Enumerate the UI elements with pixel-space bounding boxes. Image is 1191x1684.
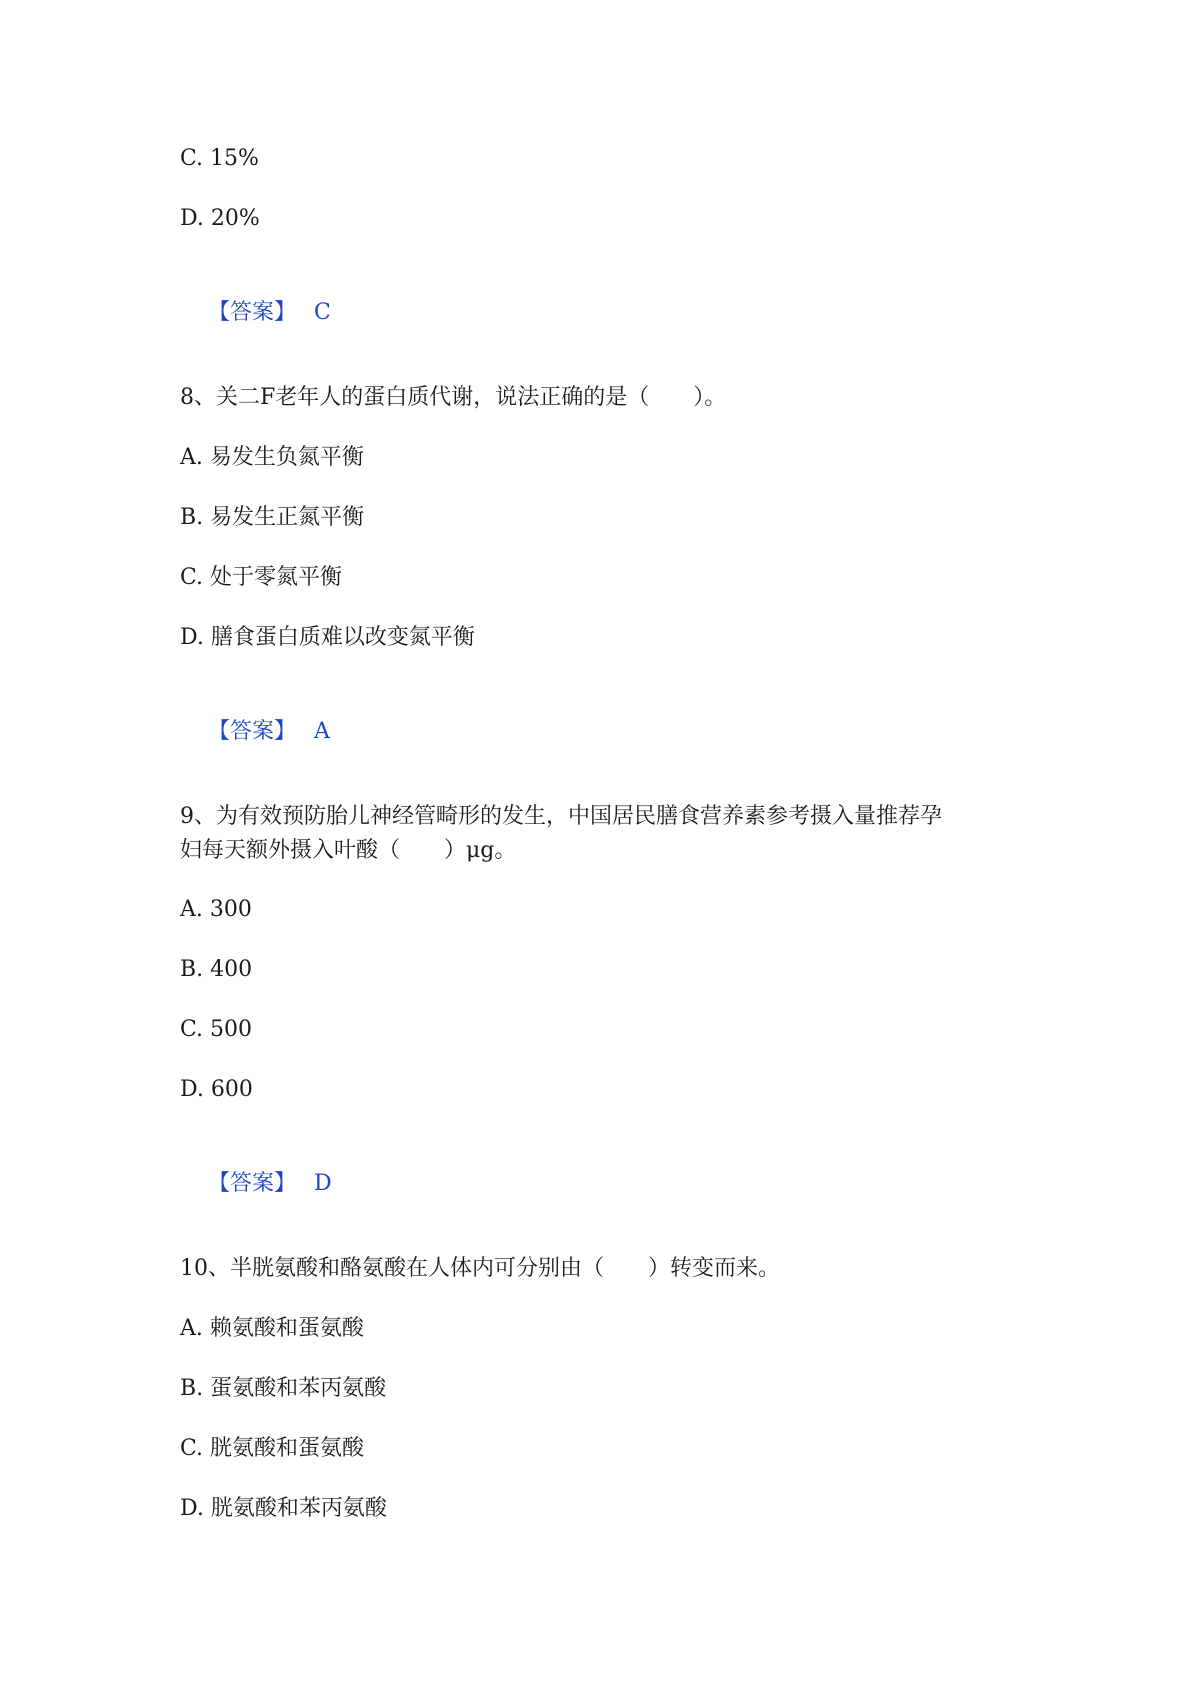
q10-option-c: C. 胱氨酸和蛋氨酸 xyxy=(180,1436,365,1461)
q7-option-c: C. 15% xyxy=(180,146,259,171)
q9-question-line2: 妇每天额外摄入叶酸（ ）μg。 xyxy=(180,838,517,863)
q7-answer xyxy=(180,262,331,364)
q9-question-line1: 9、为有效预防胎儿神经管畸形的发生，中国居民膳食营养素参考摄入量推荐孕 xyxy=(180,804,942,829)
q8-answer xyxy=(180,681,330,783)
q10-option-d: D. 胱氨酸和苯丙氨酸 xyxy=(180,1496,387,1521)
answer-label: 【答案】 xyxy=(207,719,296,744)
answer-value: D xyxy=(314,1171,332,1196)
q10-question: 10、半胱氨酸和酪氨酸在人体内可分别由（ ）转变而来。 xyxy=(180,1256,780,1281)
answer-label: 【答案】 xyxy=(207,300,296,325)
q8-question: 8、关二F老年人的蛋白质代谢，说法正确的是（ ）。 xyxy=(180,385,727,410)
q8-option-b: B. 易发生正氮平衡 xyxy=(180,505,365,530)
q8-option-d: D. 膳食蛋白质难以改变氮平衡 xyxy=(180,625,475,650)
q8-option-a: A. 易发生负氮平衡 xyxy=(180,445,364,470)
q7-option-d: D. 20% xyxy=(180,206,260,231)
q9-option-d: D. 600 xyxy=(180,1077,253,1102)
q9-answer xyxy=(180,1133,332,1235)
answer-label: 【答案】 xyxy=(207,1171,296,1196)
q9-option-b: B. 400 xyxy=(180,957,253,982)
q9-option-a: A. 300 xyxy=(180,897,252,922)
q9-option-c: C. 500 xyxy=(180,1017,253,1042)
q10-option-b: B. 蛋氨酸和苯丙氨酸 xyxy=(180,1376,387,1401)
q8-option-c: C. 处于零氮平衡 xyxy=(180,565,343,590)
answer-value: C xyxy=(314,300,331,325)
answer-value: A xyxy=(314,719,330,744)
q10-option-a: A. 赖氨酸和蛋氨酸 xyxy=(180,1316,364,1341)
